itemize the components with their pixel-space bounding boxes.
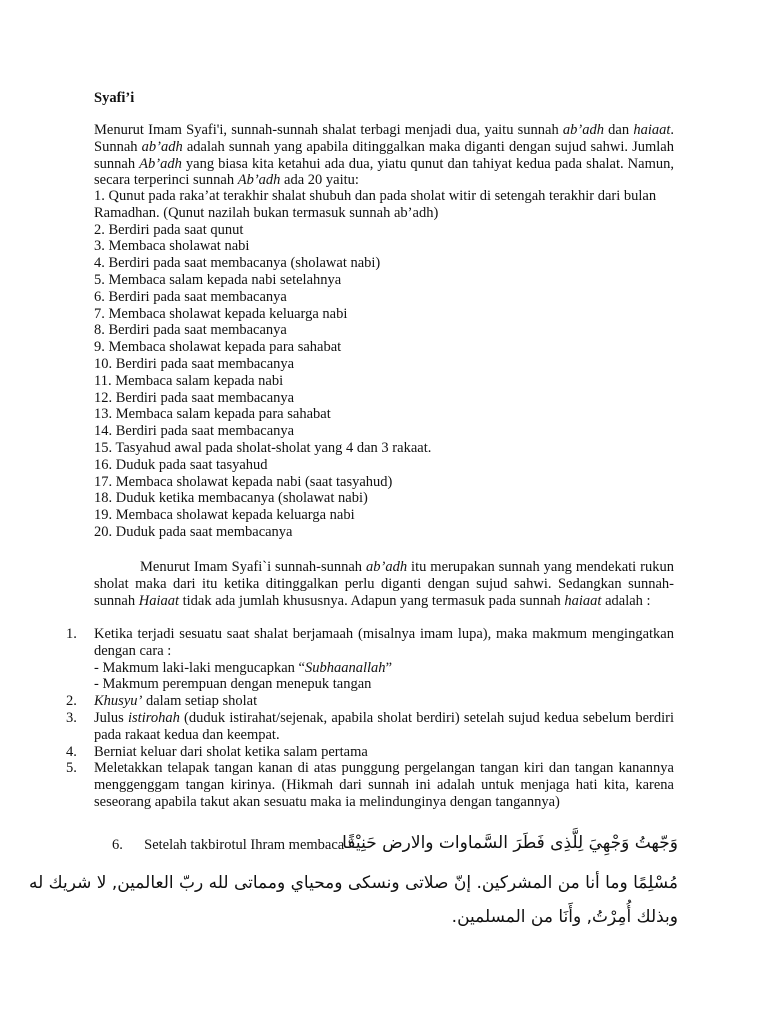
item-six-lead: Setelah takbirotul Ihram membaca “ [144, 837, 355, 853]
list-item: 12. Berdiri pada saat membacanya [94, 389, 295, 406]
abadh-list [94, 188, 680, 541]
list-item: 3. Membaca sholawat nabi [94, 238, 250, 255]
item-number: 6. [112, 837, 123, 853]
arabic-continuation [28, 866, 678, 934]
list-item: 14. Berdiri pada saat membacanya [94, 423, 295, 440]
list-item: 17. Membaca sholawat kepada nabi (saat tasyahud) [94, 473, 393, 490]
list-item: 6. Berdiri pada saat membacanya [94, 288, 287, 305]
item-six [112, 833, 678, 854]
item-number: 3. [66, 709, 77, 726]
section-title: Syafi’i [94, 90, 135, 106]
list-item: 11. Membaca salam kepada nabi [94, 372, 284, 389]
list-item: 2. Berdiri pada saat qunut [94, 221, 244, 238]
item-number: 2. [66, 693, 77, 710]
list-item: 19. Membaca sholawat kepada keluarga nabi [94, 507, 355, 524]
list-item: 13. Membaca salam kepada para sahabat [94, 406, 331, 423]
list-item: 4. Berniat keluar dari sholat ketika salam pertama [66, 743, 368, 760]
list-item: 9. Membaca sholawat kepada para sahabat [94, 339, 342, 356]
list-item: 1. Qunut pada raka’at terakhir shalat shubuh dan pada sholat witir di setengah terakhir dari bulan Ramadhan. (Qunut nazilah bukan termasuk sunnah ab’adh) [94, 188, 657, 221]
haiaat-list [66, 626, 674, 811]
list-item: 20. Duduk pada saat membacanya [94, 523, 293, 540]
list-item: 15. Tasyahud awal pada sholat-sholat yang 4 dan 3 rakaat. [94, 439, 432, 456]
arabic-line-2: مُسْلِمًا وما أنا من المشركين. إنّ صلاتى ونسكى ومحياي ومماتى لله ربّ العالمين, لا شريك له [28, 873, 678, 893]
list-item: 5. Meletakkan telapak tangan kanan di atas punggung pergelangan tangan kiri dan tangan kanannya menggenggam tangan kirinya. (Hikmah dari sunnah ini adalah untuk menjaga hati kita, karena seseorang apabila takut akan sesuatu maka ia melindunginya dengan tangannya) [66, 760, 674, 810]
arabic-line-3: وبذلك أُمِرْتُ, وأَنَا من المسلمين. [451, 907, 678, 927]
arabic-line-1: وَجّهتُ وَجْهِيَ لِلَّذِى فَطَرَ السَّماوات والارض حَنِيْفًا [342, 833, 678, 853]
list-item: 2. Khusyu’ dalam setiap sholat [66, 693, 258, 710]
list-item: 10. Berdiri pada saat membacanya [94, 355, 295, 372]
list-item: 4. Berdiri pada saat membacanya (sholawat nabi) [94, 255, 381, 272]
item-number: 1. [66, 626, 77, 642]
list-item: 7. Membaca sholawat kepada keluarga nabi [94, 305, 348, 322]
intro-paragraph: Menurut Imam Syafi'i, sunnah-sunnah shalat terbagi menjadi dua, yaitu sunnah ab’adh dan haiaat. Sunnah ab’adh adalah sunnah yang apabila ditinggalkan maka diganti dengan sujud sahwi. Jumlah sunnah Ab’adh yang biasa kita ketahui ada dua, yiatu qunut dan tahiyat kedua pada shalat. Namun, secara terperinci sunnah Ab’adh ada 20 yaitu: [94, 122, 674, 189]
list-item: 8. Berdiri pada saat membacanya [94, 322, 287, 339]
haiaat-intro-paragraph: Menurut Imam Syafi`i sunnah-sunnah ab’adh itu merupakan sunnah yang mendekati rukun sholat maka dari itu ketika ditinggalkan perlu diganti dengan sujud sahwi. Sedangkan sunnah-sunnah Haiaat tidak ada jumlah khususnya. Adapun yang termasuk pada sunnah haiaat adalah : [94, 559, 674, 609]
sub-item: - Makmum laki-laki mengucapkan “Subhaanallah” [94, 659, 392, 676]
sub-item: - Makmum perempuan dengan menepuk tangan [94, 676, 372, 693]
item-number: 5. [66, 760, 77, 777]
list-item: 16. Duduk pada saat tasyahud [94, 456, 268, 473]
list-item: 5. Membaca salam kepada nabi setelahnya [94, 271, 342, 288]
list-item: 1. Ketika terjadi sesuatu saat shalat berjamaah (misalnya imam lupa), maka makmum mengingatkan dengan cara : - Makmum laki-laki mengucapkan “Subhaanallah” - Makmum perempuan dengan menepuk tangan [66, 626, 674, 693]
list-item: 18. Duduk ketika membacanya (sholawat nabi) [94, 490, 368, 507]
list-item: 3. Julus istirohah (duduk istirahat/sejenak, apabila sholat berdiri) setelah sujud kedua sebelum berdiri pada rakaat kedua dan keempat. [66, 709, 674, 743]
item-number: 4. [66, 743, 77, 760]
